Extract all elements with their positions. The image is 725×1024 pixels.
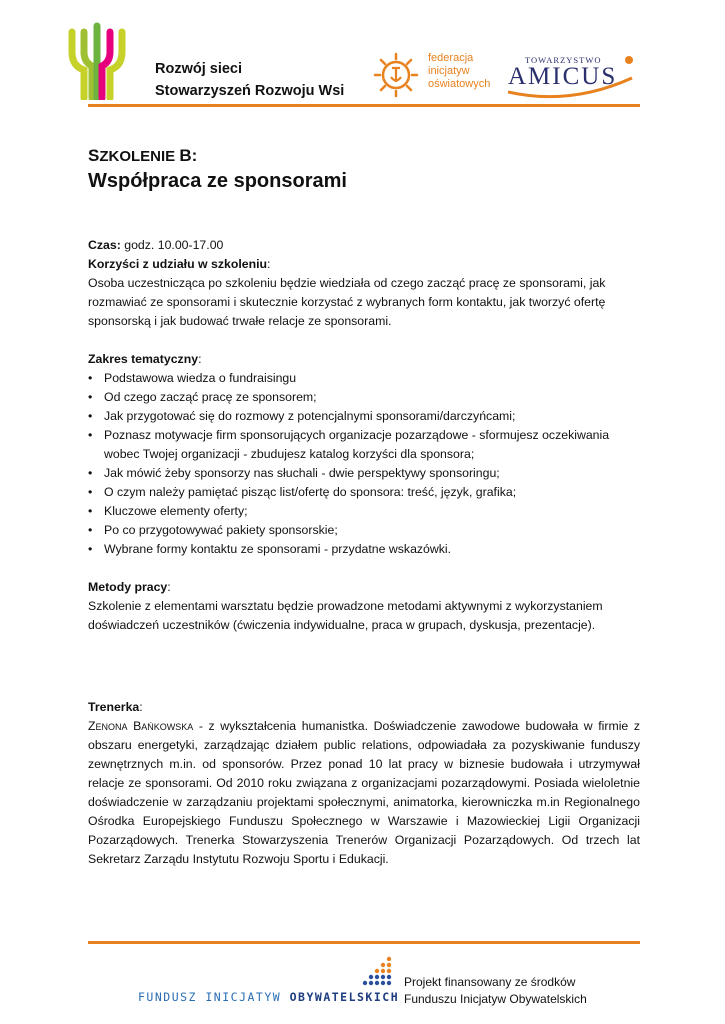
footer-divider [88,941,640,944]
time-value: godz. 10.00-17.00 [120,238,224,252]
funding-note-line2: Funduszu Inicjatyw Obywatelskich [404,992,587,1006]
list-item: • Podstawowa wiedza o fundraisingu [88,369,640,388]
topics-section [88,350,640,559]
foi-logo-text [138,990,399,1004]
time-label: Czas: [88,238,121,252]
methods-text: Szkolenie z elementami warsztatu będzie prowadzone metodami aktywnymi z wykorzystaniem doświadczeń uczestników (ćwiczenia indywidualne, praca w grupach, dyskusja, prezentacje). [88,599,603,632]
benefits-section [88,255,640,331]
trainer-colon: : [139,700,143,714]
trainer-section [88,698,640,869]
foi-text-part1: FUNDUSZ INICJATYW [138,990,290,1004]
training-label-initial: S [88,146,100,165]
list-item: • Poznasz motywacje firm sponsorujących organizacje pozarządowe - sformujesz oczekiwania wobec Twojej organizacji - zbudujesz katalog korzyści dla sponsora; [88,426,640,464]
benefits-colon: : [267,257,271,271]
training-label-letter: B: [179,146,198,165]
header-divider [88,104,640,107]
amicus-logo-text: AMICUS [508,63,618,90]
fio-logo-text [428,52,490,91]
methods-label: Metody pracy [88,580,168,594]
amicus-small-text: TOWARZYSTWO [525,55,602,65]
fio-line-3: oświatowych [428,78,491,90]
trainer-label: Trenerka [88,700,140,714]
trainer-name: Zenona Bańkowska [88,719,194,733]
benefits-label: Korzyści z udziału w szkoleniu [88,257,268,271]
methods-section [88,578,640,635]
list-item: • Od czego zacząć pracę ze sponsorem; [88,388,640,407]
topics-list [88,369,640,559]
list-item: • Wybrane formy kontaktu ze sponsorami - przydatne wskazówki. [88,540,640,559]
training-label [88,146,197,166]
org-title-line1: Rozwój sieci [155,61,243,77]
list-item: • Jak przygotować się do rozmowy z potencjalnymi sponsorami/darczyńcami; [88,407,640,426]
document-body [88,236,640,888]
topics-colon: : [198,352,202,366]
funding-note-line1: Projekt finansowany ze środków [404,975,576,989]
trainer-bio [88,717,640,869]
benefits-text: Osoba uczestnicząca po szkoleniu będzie wiedziała od czego zacząć pracę ze sponsorami, jak rozmawiać ze sponsorami i skutecznie korzystać z wybranych form kontaktu, jak tworzyć ofertę sponsorską i jak budować trwałe relacje ze sponsorami. [88,276,606,328]
page-title: Współpraca ze sponsorami [88,170,347,192]
foi-dots-logo-icon [355,955,395,990]
fio-line-1: federacja [428,52,474,64]
fio-line-2: inicjatyw [428,65,470,77]
list-item: • O czym należy pamiętać pisząc list/ofertę do sponsora: treść, język, grafika; [88,483,640,502]
org-title [155,58,344,102]
methods-colon: : [167,580,171,594]
list-item: • Jak mówić żeby sponsorzy nas słuchali - dwie perspektywy sponsoringu; [88,464,640,483]
foi-text-part2: OBYWATELSKICH [289,990,400,1004]
topics-label: Zakres tematyczny [88,352,199,366]
trainer-bio-text: - z wykształcenia humanistka. Doświadczenie zawodowe budowała w firmie z obszaru energetyki, zarządzając działem public relations, odpowiadała za pozyskiwanie funduszy zewnętrznych m.in. od sponsorów. Przez ponad 10 lat pracy w biznesie budowała i utrzymywał relacje ze sponsorami. Od 2010 roku związana z organizacjami pozarządowymi. Posiada wieloletnie doświadczenie w zarządzaniu projektami społecznymi, animatorka, kierowniczka m.in Regionalnego Ośrodka Europejskiego Funduszu Społecznego w Warszawie i Mazowieckiej Ligii Organizacji Pozarządowych. Trenerka Stowarzyszenia Trenerów Organizacji Pozarządowych. Od trzech lat Sekretarz Zarządu Instytutu Rozwoju Sportu i Edukacji. [88,719,640,866]
rsw-logo-icon [64,22,130,100]
list-item: • Po co przygotowywać pakiety sponsorskie; [88,521,640,540]
training-label-rest: ZKOLENIE [99,148,176,165]
list-item: • Kluczowe elementy oferty; [88,502,640,521]
funding-note [404,974,587,1008]
time-line [88,236,640,255]
org-title-line2: Stowarzyszeń Rozwoju Wsi [155,83,345,99]
